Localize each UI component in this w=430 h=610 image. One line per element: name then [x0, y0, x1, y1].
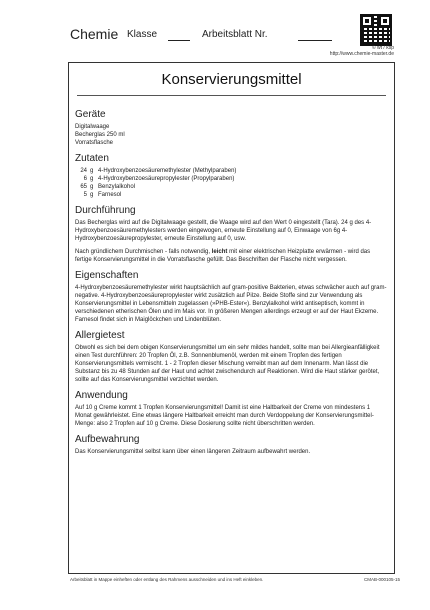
- zutat-name: Farnesol: [98, 192, 122, 198]
- footer-note: Arbeitsblatt in Mappe einheften oder entlang des Rahmens ausschneiden und ins Heft einkleben.: [70, 577, 264, 582]
- geraete-item: Vorratsflasche: [75, 140, 114, 146]
- durchfuehrung-text-after: mit einer elektrischen Heizplatte erwärmen - wird das fertige Konservierungsmittel in die Vorratsflasche gefüllt. Das Beschriften der Flasche nicht vergessen.: [75, 249, 371, 263]
- worksheet-content: [75, 103, 387, 456]
- zutat-amount: 5: [83, 192, 87, 198]
- durchfuehrung-emphasis: leicht: [211, 249, 228, 255]
- klasse-blank-line: [168, 40, 190, 41]
- durchfuehrung-paragraph-2: [75, 248, 387, 264]
- section-heading-zutaten: Zutaten: [75, 153, 109, 164]
- klasse-label: Klasse: [127, 29, 158, 40]
- zutat-unit: g: [90, 168, 94, 174]
- section-heading-anwendung: Anwendung: [75, 390, 128, 401]
- anwendung-paragraph: Auf 10 g Creme kommt 1 Tropfen Konservierungsmittel! Damit ist eine Haltbarkeit der Creme von mindestens 1 Monat gewährleistet. Eine etwas längere Haltbarkeit erreicht man durch Verdoppelung der Konservierungsmittel-Menge: also 2 Tropfen auf 10 g Creme. Diese Dosierung sollte nicht überschritten werden.: [75, 405, 374, 427]
- copyright-authors: © wt / ksp: [371, 45, 394, 51]
- page-footer: [70, 577, 400, 585]
- durchfuehrung-text-before: Nach gründlichem Durchmischen - falls notwendig,: [75, 249, 212, 255]
- subject-label: Chemie: [70, 26, 119, 42]
- zutat-row: [75, 191, 387, 199]
- zutat-amount: 24: [80, 168, 87, 174]
- copyright-url: http://www.chemie-master.de: [329, 51, 394, 57]
- geraete-item: Digitalwaage: [75, 124, 110, 130]
- worksheet-frame: [68, 62, 395, 574]
- durchfuehrung-paragraph-1: Das Becherglas wird auf die Digitalwaage gestellt, die Waage wird auf den Wert 0 eingestellt (Tara). 24 g des 4-Hydroxybenzoesäuremethylesters werden eingewogen, erneute Einstellung auf 0, Einwaage von 6g 4-Hydroxybenzoesäurepropylester, erneute Einstellung auf 0, usw.: [75, 220, 372, 242]
- zutat-row: [75, 175, 387, 183]
- section-heading-eigenschaften: Eigenschaften: [75, 270, 139, 281]
- zutat-row: [75, 167, 387, 175]
- allergietest-paragraph: Obwohl es sich bei dem obigen Konservierungsmittel um ein sehr mildes handelt, sollte man bei Allergieanfälligkeit einen Test durchführen: 20 Tropfen Öl, z.B. Sonnenblumenöl, werden mit einem Tropfen des fertigen Konservierungsmittels vermischt. 1 - 2 Tropfen dieser Mischung verreibt man auf dem Innenarm. Man lässt die Substanz bis zu 48 Stunden auf der Haut und achtet zwischendurch auf Reaktionen. Wird die Haut stärker gerötet, sollte auf das Konservierungsmittel verzichtet werden.: [75, 345, 380, 383]
- zutat-row: [75, 183, 387, 191]
- qr-code-icon: [360, 14, 392, 46]
- section-heading-allergietest: Allergietest: [75, 330, 125, 341]
- zutat-amount: 6: [83, 176, 87, 182]
- zutat-name: Benzylalkohol: [98, 184, 136, 190]
- geraete-item: Becherglas 250 ml: [75, 132, 125, 138]
- zutat-amount: 65: [80, 184, 87, 190]
- zutat-unit: g: [90, 192, 94, 198]
- section-heading-durchfuehrung: Durchführung: [75, 205, 136, 216]
- aufbewahrung-paragraph: Das Konservierungsmittel selbst kann über einen längeren Zeitraum aufbewahrt werden.: [75, 449, 311, 455]
- zutat-name: 4-Hydroxybenzoesäuremethylester (Methylparaben): [98, 168, 237, 174]
- eigenschaften-paragraph: 4-Hydroxybenzoesäuremethylester wirkt hauptsächlich auf gram-positive Bakterien, etwas schwächer auch auf gram-negative. 4-Hydroxybenzoesäurepropylester wirkt zusätzlich auf Pilze. Beide Stoffe sind zur Verwendung als Konservierungsmittel in Lebensmitteln zugelassen (»PHB-Ester«). Benzylalkohol wirkt antiseptisch, kommt in verschiedenen etherischen Ölen und im Mais vor. In größeren Mengen allerdings erzeugt er auf der Haut Ekzeme. Farnesol findet sich in Maiglöckchen und Lindenblüten.: [75, 285, 387, 323]
- section-heading-aufbewahrung: Aufbewahrung: [75, 434, 140, 445]
- arbeitsblatt-blank-line: [298, 40, 332, 41]
- copyright-block: [300, 45, 394, 57]
- zutat-name: 4-Hydroxybenzoesäurepropylester (Propylparaben): [98, 176, 235, 182]
- title-divider: [77, 95, 386, 96]
- zutat-unit: g: [90, 184, 94, 190]
- footer-code: CMAB-000105-15: [363, 577, 400, 582]
- arbeitsblatt-label: Arbeitsblatt Nr.: [202, 29, 268, 40]
- section-heading-geraete: Geräte: [75, 109, 106, 120]
- page-title: Konservierungsmittel: [161, 71, 302, 88]
- zutat-unit: g: [90, 176, 94, 182]
